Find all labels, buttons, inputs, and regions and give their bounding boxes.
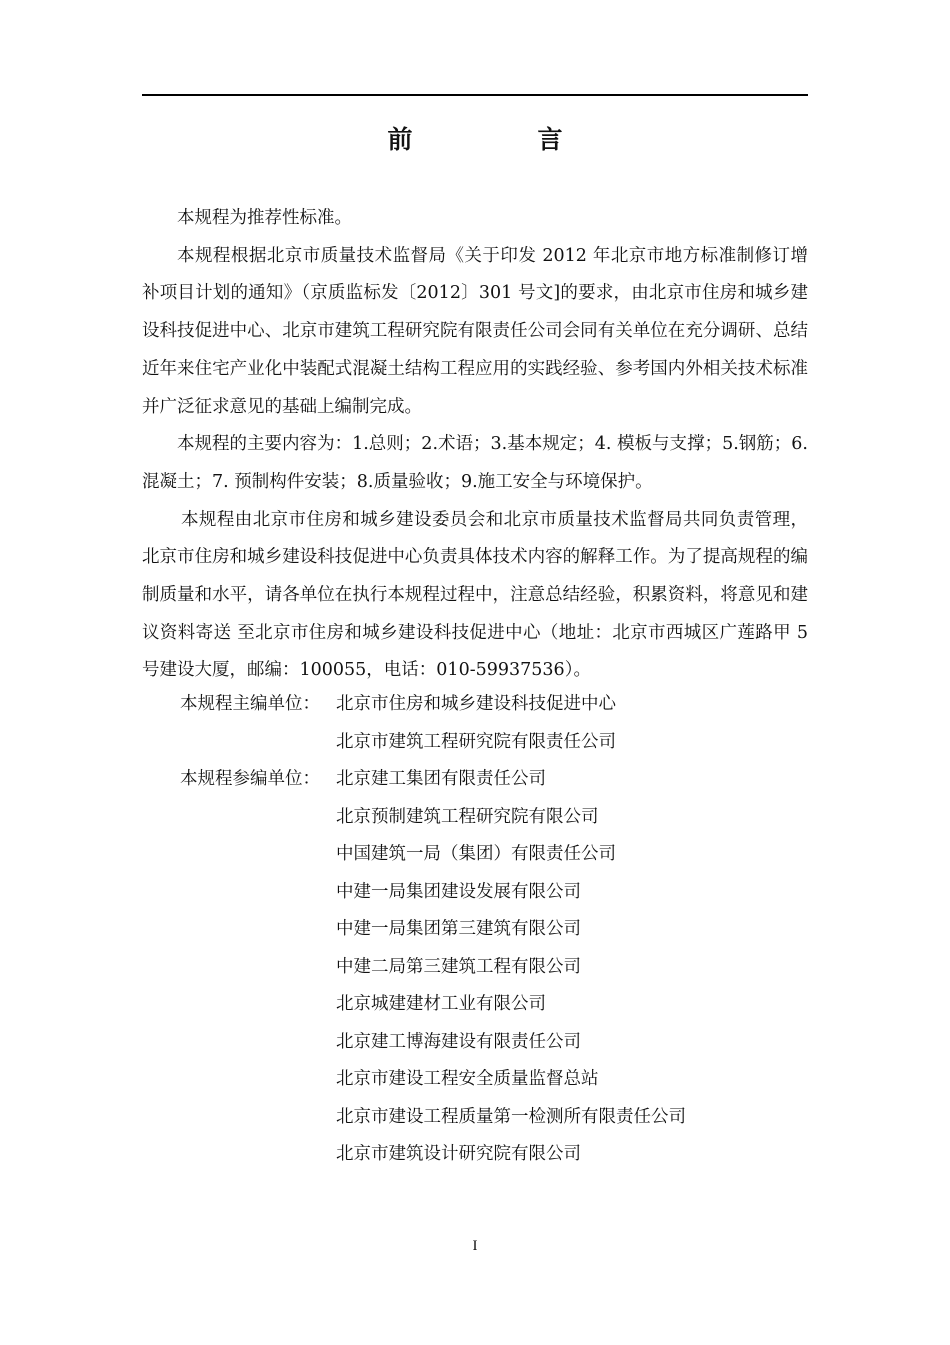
participating-unit-item: 北京市建设工程安全质量监督总站 xyxy=(336,1069,599,1089)
chief-unit-item: 北京市住房和城乡建设科技促进中心 xyxy=(336,694,616,714)
chief-units-label: 本规程主编单位： xyxy=(180,694,320,714)
chief-unit-item: 北京市建筑工程研究院有限责任公司 xyxy=(336,731,616,752)
participating-unit-item: 中建一局集团第三建筑有限公司 xyxy=(336,919,581,939)
chief-units-group xyxy=(180,686,808,761)
participating-unit-item: 北京建工集团有限责任公司 xyxy=(336,769,546,789)
paragraph-management: 本规程由北京市住房和城乡建设委员会和北京市质量技术监督局共同负责管理，北京市住房和城乡建设科技促进中心负责具体技术内容的解释工作。为了提高规程的编制质量和水平，请各单位在执行本规程过程中，注意总结经验，积累资料，将意见和建议资料寄送 至北京市住房和城乡建设科技促进中心（地址：北京市西城区广莲路甲 5 号建设大厦，邮编：100055，电话：010-59937536）。 xyxy=(142,509,808,681)
participating-unit-item: 北京预制建筑工程研究院有限公司 xyxy=(336,806,599,827)
participating-units-label: 本规程参编单位： xyxy=(180,769,320,789)
editing-units xyxy=(180,686,808,1174)
participating-unit-item: 北京市建筑设计研究院有限公司 xyxy=(336,1144,581,1164)
preface-body xyxy=(142,200,808,690)
paragraph-contents: 本规程的主要内容为：1.总则；2.术语；3.基本规定；4. 模板与支撑；5.钢筋；6.混凝土；7. 预制构件安装；8.质量验收；9.施工安全与环境保护。 xyxy=(142,434,808,492)
participating-unit-item: 北京城建建材工业有限公司 xyxy=(336,994,546,1014)
participating-unit-item: 北京建工博海建设有限责任公司 xyxy=(336,1031,581,1052)
participating-unit-item: 中国建筑一局（集团）有限责任公司 xyxy=(336,844,616,864)
paragraph-standard-type: 本规程为推荐性标准。 xyxy=(177,208,352,228)
paragraph-basis: 本规程根据北京市质量技术监督局《关于印发 2012 年北京市地方标准制修订增补项目计划的通知》（京质监标发〔2012〕301 号文]的要求，由北京市住房和城乡建设科技促进中心、北京市建筑工程研究院有限责任公司会同有关单位在充分调研、总结近年来住宅产业化中装配式混凝土结构工程应用的实践经验、参考国内外相关技术标准并广泛征求意见的基础上编制完成。 xyxy=(142,245,808,417)
participating-unit-item: 中建一局集团建设发展有限公司 xyxy=(336,881,581,902)
page-number: I xyxy=(472,1238,478,1254)
page-title: 前 言 xyxy=(387,125,613,154)
participating-units-group xyxy=(180,761,808,1174)
participating-unit-item: 北京市建设工程质量第一检测所有限责任公司 xyxy=(336,1106,686,1127)
chief-units-list xyxy=(336,686,616,761)
participating-units-list xyxy=(336,761,686,1174)
header-rule xyxy=(142,94,808,96)
participating-unit-item: 中建二局第三建筑工程有限公司 xyxy=(336,956,581,977)
